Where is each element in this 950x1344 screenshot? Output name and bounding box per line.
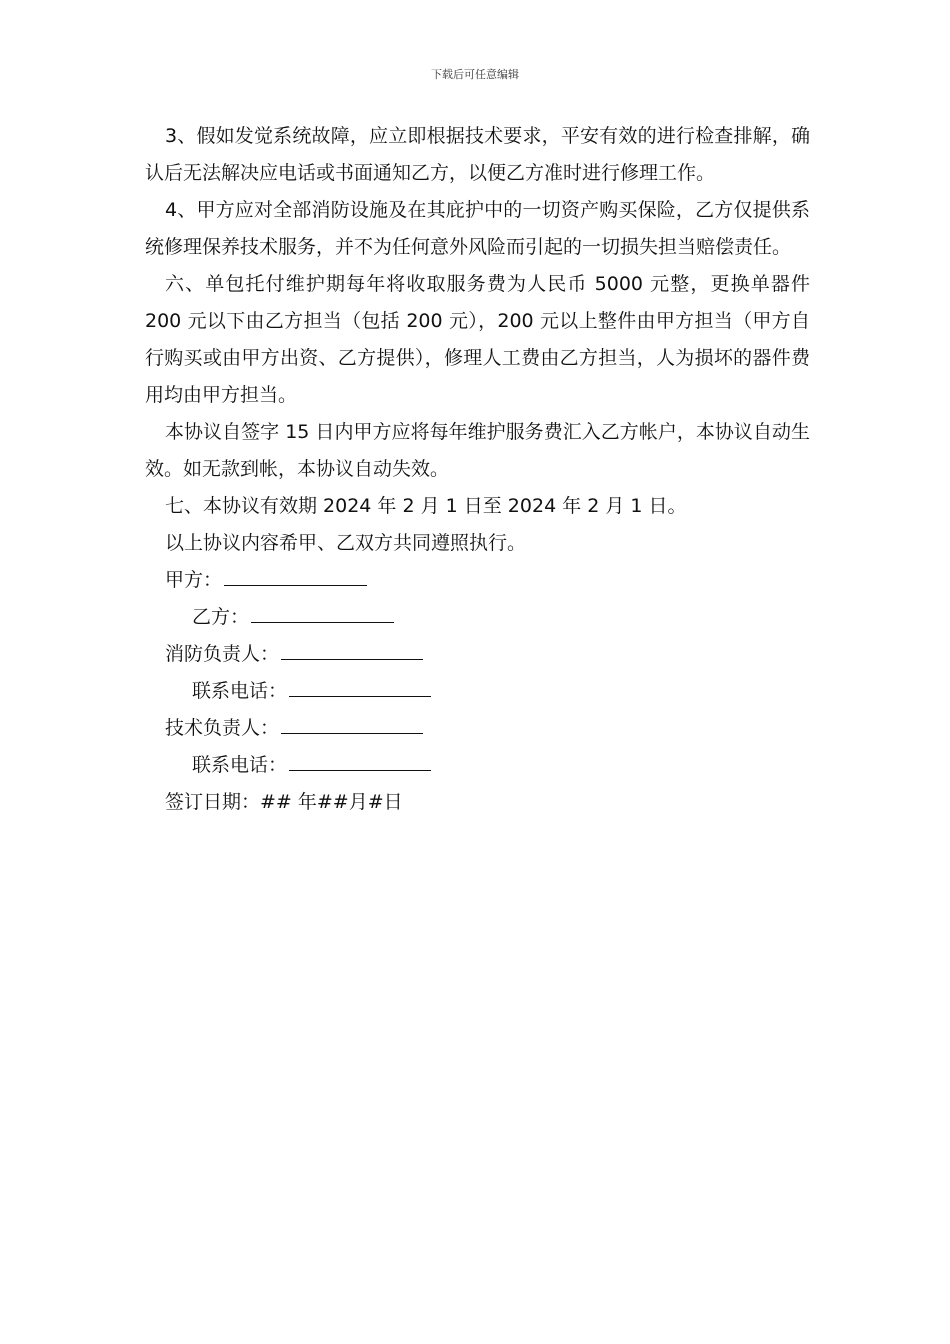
phone-label-2: 联系电话： bbox=[192, 754, 288, 776]
party-b-label: 乙方： bbox=[192, 606, 250, 628]
paragraph-payment-terms: 本协议自签字 15 日内甲方应将每年维护服务费汇入乙方帐户，本协议自动生效。如无款到帐，本协议自动失效。 bbox=[145, 421, 810, 480]
phone-blank-1 bbox=[289, 679, 431, 697]
paragraph-service-fee: 六、单包托付维护期每年将收取服务费为人民币 5000 元整，更换单器件 200 元以下由乙方担当（包括 200 元），200 元以上整件由甲方担当（甲方自行购买或由甲方出资、乙方提供），修理人工费由乙方担当，人为损坏的器件费用均由甲方担当。 bbox=[145, 273, 810, 406]
header-note: 下载后可任意编辑 bbox=[431, 68, 519, 81]
signature-party-b bbox=[145, 599, 810, 636]
document-body bbox=[145, 118, 810, 821]
tech-manager-label: 技术负责人： bbox=[165, 717, 280, 739]
fire-manager-label: 消防负责人： bbox=[165, 643, 280, 665]
party-b-blank bbox=[251, 605, 394, 623]
paragraph-validity-period: 七、本协议有效期 2024 年 2 月 1 日至 2024 年 2 月 1 日。 bbox=[165, 495, 687, 517]
signature-tech-manager bbox=[145, 710, 810, 747]
party-a-blank bbox=[224, 568, 367, 586]
paragraph-fault-handling: 3、假如发觉系统故障，应立即根据技术要求，平安有效的进行检查排解，确认后无法解决应电话或书面通知乙方，以便乙方准时进行修理工作。 bbox=[145, 125, 810, 184]
phone-label-1: 联系电话： bbox=[192, 680, 288, 702]
tech-manager-blank bbox=[281, 716, 423, 734]
fire-manager-blank bbox=[281, 642, 423, 660]
signature-phone-2 bbox=[145, 747, 810, 784]
signature-phone-1 bbox=[145, 673, 810, 710]
signature-fire-manager bbox=[145, 636, 810, 673]
signature-party-a bbox=[145, 562, 810, 599]
paragraph-insurance: 4、甲方应对全部消防设施及在其庇护中的一切资产购买保险，乙方仅提供系统修理保养技术服务，并不为任何意外风险而引起的一切损失担当赔偿责任。 bbox=[145, 199, 810, 258]
party-a-label: 甲方： bbox=[165, 569, 223, 591]
signing-date: 签订日期：## 年##月#日 bbox=[165, 791, 403, 813]
phone-blank-2 bbox=[289, 753, 431, 771]
paragraph-closing: 以上协议内容希甲、乙双方共同遵照执行。 bbox=[165, 532, 527, 554]
